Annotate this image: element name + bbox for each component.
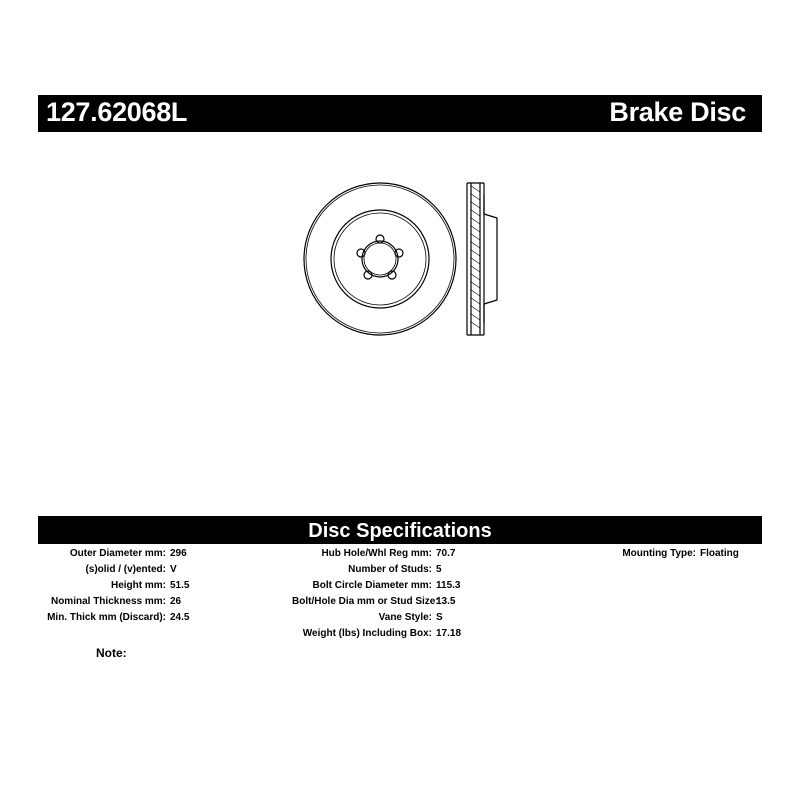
hat-outer-ring <box>331 210 429 308</box>
spec-row-height: Height mm: 51.5 <box>111 580 190 591</box>
disc-outer-edge-inner <box>306 185 454 333</box>
spec-column-1 <box>20 548 189 628</box>
spec-row-mounting-type: Mounting Type: Floating <box>622 548 739 559</box>
spec-row-min-thickness: Min. Thick mm (Discard): 24.5 <box>47 612 190 623</box>
product-type: Brake Disc <box>609 97 746 127</box>
spec-row-nominal-thickness: Nominal Thickness mm: 26 <box>50 596 182 607</box>
spec-column-3 <box>580 548 739 564</box>
note-label: Note: <box>96 646 127 660</box>
part-number: 127.62068L <box>46 97 188 127</box>
disc-outer-edge <box>304 183 456 335</box>
specifications-header <box>38 516 762 544</box>
spec-row-outer-diameter: Outer Diameter mm: 296 <box>69 548 187 559</box>
spec-row-weight: Weight (lbs) Including Box: 17.18 <box>302 628 462 639</box>
spec-row-solid-vented: (s)olid / (v)ented: V <box>85 564 177 575</box>
specifications-title: Disc Specifications <box>308 520 492 542</box>
stud-hole <box>376 235 384 243</box>
center-bore-inner <box>364 243 396 275</box>
spec-row-number-of-studs: Number of Studs: 5 <box>348 564 442 575</box>
spec-row-hub-hole: Hub Hole/Whl Reg mm: 70.7 <box>321 548 456 559</box>
disc-side-view <box>467 183 497 335</box>
spec-row-bolt-circle: Bolt Circle Diameter mm: 115.3 <box>312 580 461 591</box>
spec-column-2 <box>292 548 461 644</box>
hat-inner-ring <box>334 213 426 305</box>
disc-front-view <box>304 183 456 335</box>
stud-hole <box>357 249 365 257</box>
stud-hole <box>395 249 403 257</box>
spec-row-bolt-hole-dia: Bolt/Hole Dia mm or Stud Size:13.5 <box>292 596 456 607</box>
spec-row-vane-style: Vane Style: S <box>378 612 443 623</box>
